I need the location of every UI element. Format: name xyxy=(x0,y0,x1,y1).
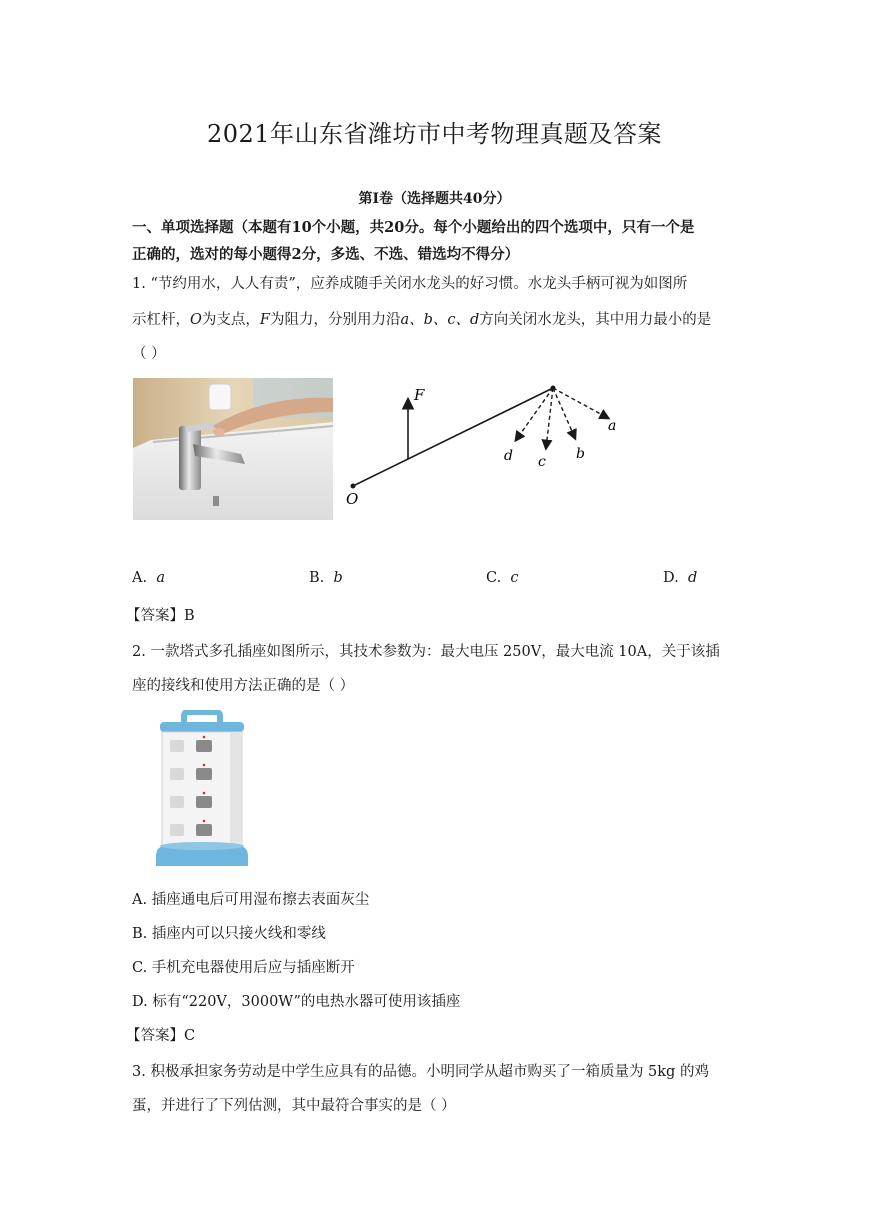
q1-stem-line2 xyxy=(132,308,711,329)
q2-option-c[interactable]: C. 手机充电器使用后应与插座断开 xyxy=(132,960,355,976)
q3-stem-line2: 蛋，并进行了下列估测，其中最符合事实的是（ ） xyxy=(132,1098,456,1114)
q1-vars: a、b、c、d xyxy=(400,312,480,328)
option-value: d xyxy=(687,570,698,586)
q1-var-F: F xyxy=(259,312,270,328)
q2-option-a[interactable]: A. 插座通电后可用湿布擦去表面灰尘 xyxy=(132,892,370,908)
faucet-photo xyxy=(133,378,333,520)
label-b: b xyxy=(576,446,585,462)
label-F: F xyxy=(414,386,425,404)
q1-option-c[interactable] xyxy=(486,570,519,586)
q2-answer: 【答案】C xyxy=(126,1028,196,1044)
q1-text-c: 为阻力，分别用力沿 xyxy=(269,312,401,328)
q3-stem-line1: 3. 积极承担家务劳动是中学生应具有的品德。小明同学从超市购买了一箱质量为 5kg 的鸡 xyxy=(132,1064,709,1080)
option-value: b xyxy=(333,570,343,586)
option-letter: D. xyxy=(663,570,679,586)
q1-option-a[interactable] xyxy=(132,570,165,586)
tower-socket-image xyxy=(152,710,252,870)
q1-option-b[interactable] xyxy=(309,570,343,586)
direction-b-arrow xyxy=(553,388,575,438)
label-c: c xyxy=(538,454,546,470)
q2-stem-line1: 2. 一款塔式多孔插座如图所示，其技术参数为：最大电压 250V，最大电流 10A，关于该插 xyxy=(132,644,720,660)
option-letter: A. xyxy=(132,570,148,586)
q2-option-d[interactable]: D. 标有“220V，3000W”的电热水器可使用该插座 xyxy=(132,994,461,1010)
pivot-point xyxy=(351,484,356,489)
q1-option-d[interactable] xyxy=(663,570,697,586)
option-letter: C. xyxy=(486,570,502,586)
part-one-instructions-line2: 正确的，选对的每小题得2分，多选、不选、错选均不得分） xyxy=(132,246,520,263)
q1-stem-line1: 1. “节约用水，人人有责”，应养成随手关闭水龙头的好习惯。水龙头手柄可视为如图所 xyxy=(132,276,688,292)
q1-var-O: O xyxy=(190,312,202,328)
q1-answer: 【答案】B xyxy=(126,608,195,624)
part-one-instructions-line1: 一、单项选择题（本题有10个小题，共20分。每个小题给出的四个选项中，只有一个是 xyxy=(132,219,695,236)
section-title: 第Ⅰ卷（选择题共40分） xyxy=(358,191,511,207)
lever-diagram xyxy=(338,378,628,508)
label-O: O xyxy=(346,490,359,508)
q2-option-b[interactable]: B. 插座内可以只接火线和零线 xyxy=(132,926,326,942)
direction-a-arrow xyxy=(553,388,608,418)
lever-arm xyxy=(353,388,553,486)
page-title: 2021年山东省潍坊市中考物理真题及答案 xyxy=(206,120,663,148)
q1-text-d: 方向关闭水龙头，其中用力最小的是 xyxy=(479,312,712,328)
q1-text-b: 为支点， xyxy=(201,312,260,328)
label-a: a xyxy=(608,418,617,434)
option-value: c xyxy=(510,570,519,586)
q1-paren: （ ） xyxy=(132,346,166,362)
q1-text-a: 示杠杆， xyxy=(132,312,190,328)
q2-stem-line2: 座的接线和使用方法正确的是（ ） xyxy=(132,678,355,694)
option-value: a xyxy=(156,570,165,586)
option-letter: B. xyxy=(309,570,325,586)
label-d: d xyxy=(504,448,513,464)
